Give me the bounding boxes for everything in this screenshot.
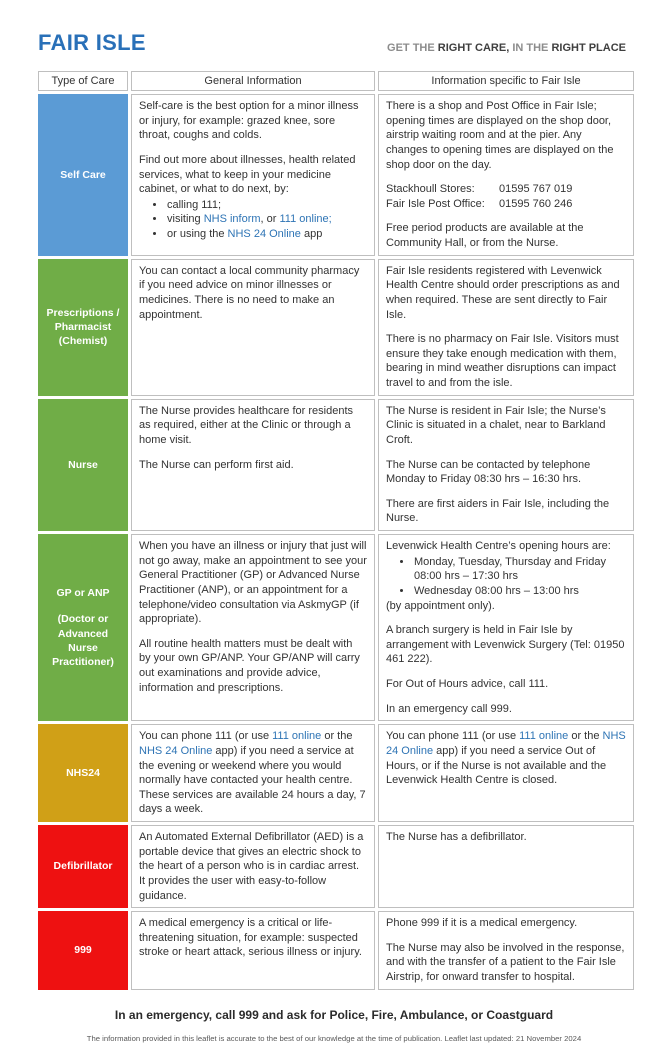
table-row-self-care — [38, 94, 634, 256]
link-111-online[interactable]: 111 online — [272, 730, 322, 743]
row-label-nurse: Nurse — [38, 399, 128, 531]
list-item — [166, 212, 367, 227]
phone-label: Fair Isle Post Office: — [386, 197, 485, 210]
cell-self-care-general — [131, 94, 375, 256]
table-row-gp-anp — [38, 534, 634, 721]
paragraph: The Nurse may also be involved in the response, and with the transfer of a patient to the Fair Isle Airstrip, for onward transfer to hospital. — [386, 941, 625, 983]
row-label-prescriptions: Prescriptions / Pharmacist (Chemist) — [38, 259, 128, 396]
cell-nhs24-general — [131, 724, 375, 822]
paragraph: The Nurse has a defibrillator. — [386, 831, 527, 843]
header-row — [38, 71, 634, 91]
paragraph: The Nurse can be contacted by telephone Monday to Friday 08:30 hrs – 16:30 hrs. — [386, 458, 591, 486]
row-label-defibrillator: Defibrillator — [38, 825, 128, 908]
phone-label: Stackhoull Stores: — [386, 183, 475, 196]
link-nhs24-online-app[interactable]: NHS 24 Online — [386, 730, 626, 757]
cell-gp-anp-specific — [378, 534, 634, 721]
table-row-nurse — [38, 399, 634, 531]
paragraph: Levenwick Health Centre’s opening hours are: — [386, 540, 611, 552]
column-header-fair-isle-specific: Information specific to Fair Isle — [378, 71, 634, 91]
table-row-nhs24 — [38, 724, 634, 822]
row-label-line: (Doctor or Advanced Nurse Practitioner) — [52, 613, 114, 668]
table-row-defibrillator — [38, 825, 634, 908]
text-run: visiting — [167, 213, 204, 226]
paragraph: All routine health matters must be dealt with by your own GP/ANP. Your GP/ANP will carry out examinations and provide advice, information and prescriptions. — [139, 637, 360, 694]
table-row-999 — [38, 911, 634, 990]
cell-prescriptions-general — [131, 259, 375, 396]
paragraph: A branch surgery is held in Fair Isle by arrangement with Levenwick Surgery (Tel: 01950 461 222). — [386, 624, 625, 666]
tagline — [387, 42, 626, 56]
row-label-999: 999 — [38, 911, 128, 990]
page-header — [38, 30, 630, 56]
text-run: app) if you need a service Out of Hours, or if the Nurse is not available and the Levenwick Health Centre is closed. — [386, 744, 607, 787]
link-111-online[interactable]: 111 online; — [279, 213, 332, 226]
table-header — [38, 71, 634, 91]
cell-prescriptions-specific — [378, 259, 634, 396]
paragraph: For Out of Hours advice, call 111. — [386, 678, 549, 690]
paragraph: Find out more about illnesses, health related services, what to keep in your medicine cabinet, or what to do next, by: — [139, 153, 356, 196]
column-header-type-of-care: Type of Care — [38, 71, 128, 91]
text-run: You can phone 111 (or use — [139, 730, 273, 743]
row-label-self-care: Self Care — [38, 94, 128, 256]
link-nhs-inform[interactable]: NHS inform — [203, 213, 261, 226]
paragraph — [386, 729, 626, 788]
paragraph: There is a shop and Post Office in Fair Isle; opening times are displayed on the shop door, airstrip waiting room and at the pier. Any changes to opening times are displayed on the shop door on the day. — [386, 100, 614, 171]
paragraph: Fair Isle residents registered with Levenwick Health Centre should order prescriptions as and when required. These are sent directly to Fair Isle. — [386, 264, 620, 321]
text-run: or using the — [167, 228, 228, 240]
paragraph: There are first aiders in Fair Isle, including the Nurse. — [386, 497, 610, 525]
bullet-list — [139, 198, 367, 242]
paragraph: There is no pharmacy on Fair Isle. Visitors must ensure they take enough medication with them, bearing in mind weather disruptions can impact travel to and from the isle. — [386, 333, 619, 389]
row-label-line: GP or ANP — [56, 587, 110, 600]
table-row-prescriptions — [38, 259, 634, 396]
list-item: • Monday, Tuesday, Thursday and Friday 08:00 hrs – 17:30 hrs — [413, 555, 626, 584]
list-item: • calling 111; — [166, 198, 367, 213]
list-item: • Wednesday 08:00 hrs – 13:00 hrs — [413, 584, 626, 599]
text-run: GET THE — [387, 42, 438, 54]
paragraph: The Nurse is resident in Fair Isle; the Nurse’s Clinic is situated in a chalet, near to Barkland Croft. — [386, 404, 606, 446]
disclaimer-text: The information provided in this leaflet is accurate to the best of our knowledge at the time of publication. Leaflet last updated: 21 November 2024 — [86, 1033, 582, 1043]
phone-row-post-office — [386, 197, 626, 212]
paragraph: A medical emergency is a critical or life-threatening situation, for example: suspected stroke or heart attack, serious illness or injury. — [139, 917, 362, 959]
paragraph: You can contact a local community pharmacy if you need advice on minor illnesses or medicines. There is no need to make an appointment. — [139, 264, 360, 321]
cell-gp-anp-general — [131, 534, 375, 721]
link-nhs24-online-app[interactable]: NHS 24 Online — [227, 228, 301, 240]
cell-defibrillator-specific — [378, 825, 634, 908]
paragraph: (by appointment only). — [386, 599, 495, 612]
cell-999-general — [131, 911, 375, 990]
paragraph: Free period products are available at the Community Hall, or from the Nurse. — [386, 222, 584, 249]
paragraph: In an emergency call 999. — [386, 702, 512, 715]
cell-self-care-specific — [378, 94, 634, 256]
bullet-list — [386, 555, 626, 599]
link-111-online[interactable]: 111 online — [519, 730, 569, 743]
paragraph: The Nurse provides healthcare for residents as required, either at the Clinic or through a home visit. — [139, 404, 353, 446]
cell-999-specific — [378, 911, 634, 990]
link-nhs24-online-app[interactable]: NHS 24 Online — [139, 744, 213, 757]
text-run: RIGHT PLACE — [551, 42, 626, 54]
text-run: or the — [568, 730, 603, 743]
paragraph: The Nurse can perform first aid. — [139, 458, 294, 471]
paragraph: Self-care is the best option for a minor illness or injury, for example: grazed knee, sore throat, coughs and colds. — [139, 100, 359, 142]
row-label-nhs24: NHS24 — [38, 724, 128, 822]
text-run: app — [300, 228, 323, 240]
paragraph: When you have an illness or injury that just will not go away, make an appointment to see your General Practitioner (GP) or Advanced Nurse Practitioner (ANP), or an appointment for a telephone/video consultation via AskmyGP (if appropriate). — [139, 540, 367, 626]
cell-nhs24-specific — [378, 724, 634, 822]
text-run: app) if you need a service at the evening or weekend where you would normally have contacted your health centre. These services are available 24 hours a day, 7 days a week. — [139, 744, 366, 816]
text-run: You can phone 111 (or use — [386, 730, 520, 743]
care-table — [35, 68, 637, 993]
page-title: FAIR ISLE — [38, 30, 146, 55]
emergency-instruction: In an emergency, call 999 and ask for Police, Fire, Ambulance, or Coastguard — [114, 1007, 554, 1022]
text-run: RIGHT CARE, — [437, 42, 510, 54]
text-run: or the — [321, 730, 353, 743]
phone-number: 01595 767 019 — [499, 183, 573, 196]
cell-defibrillator-general — [131, 825, 375, 908]
phone-number: 01595 760 246 — [499, 197, 573, 210]
phone-row-stackhoull-stores — [386, 182, 626, 197]
text-run: , or — [260, 213, 280, 226]
list-item — [166, 227, 367, 242]
cell-nurse-general — [131, 399, 375, 531]
column-header-general-information: General Information — [131, 71, 375, 91]
row-label-gp-anp — [38, 534, 128, 721]
paragraph — [139, 729, 367, 817]
paragraph: Phone 999 if it is a medical emergency. — [386, 917, 578, 930]
paragraph: An Automated External Defibrillator (AED) is a portable device that gives an electric shock to the heart of a person who is in cardiac arrest. It provides the user with easy-to-follow guidance. — [139, 831, 364, 902]
cell-nurse-specific — [378, 399, 634, 531]
text-run: IN THE — [509, 42, 552, 54]
